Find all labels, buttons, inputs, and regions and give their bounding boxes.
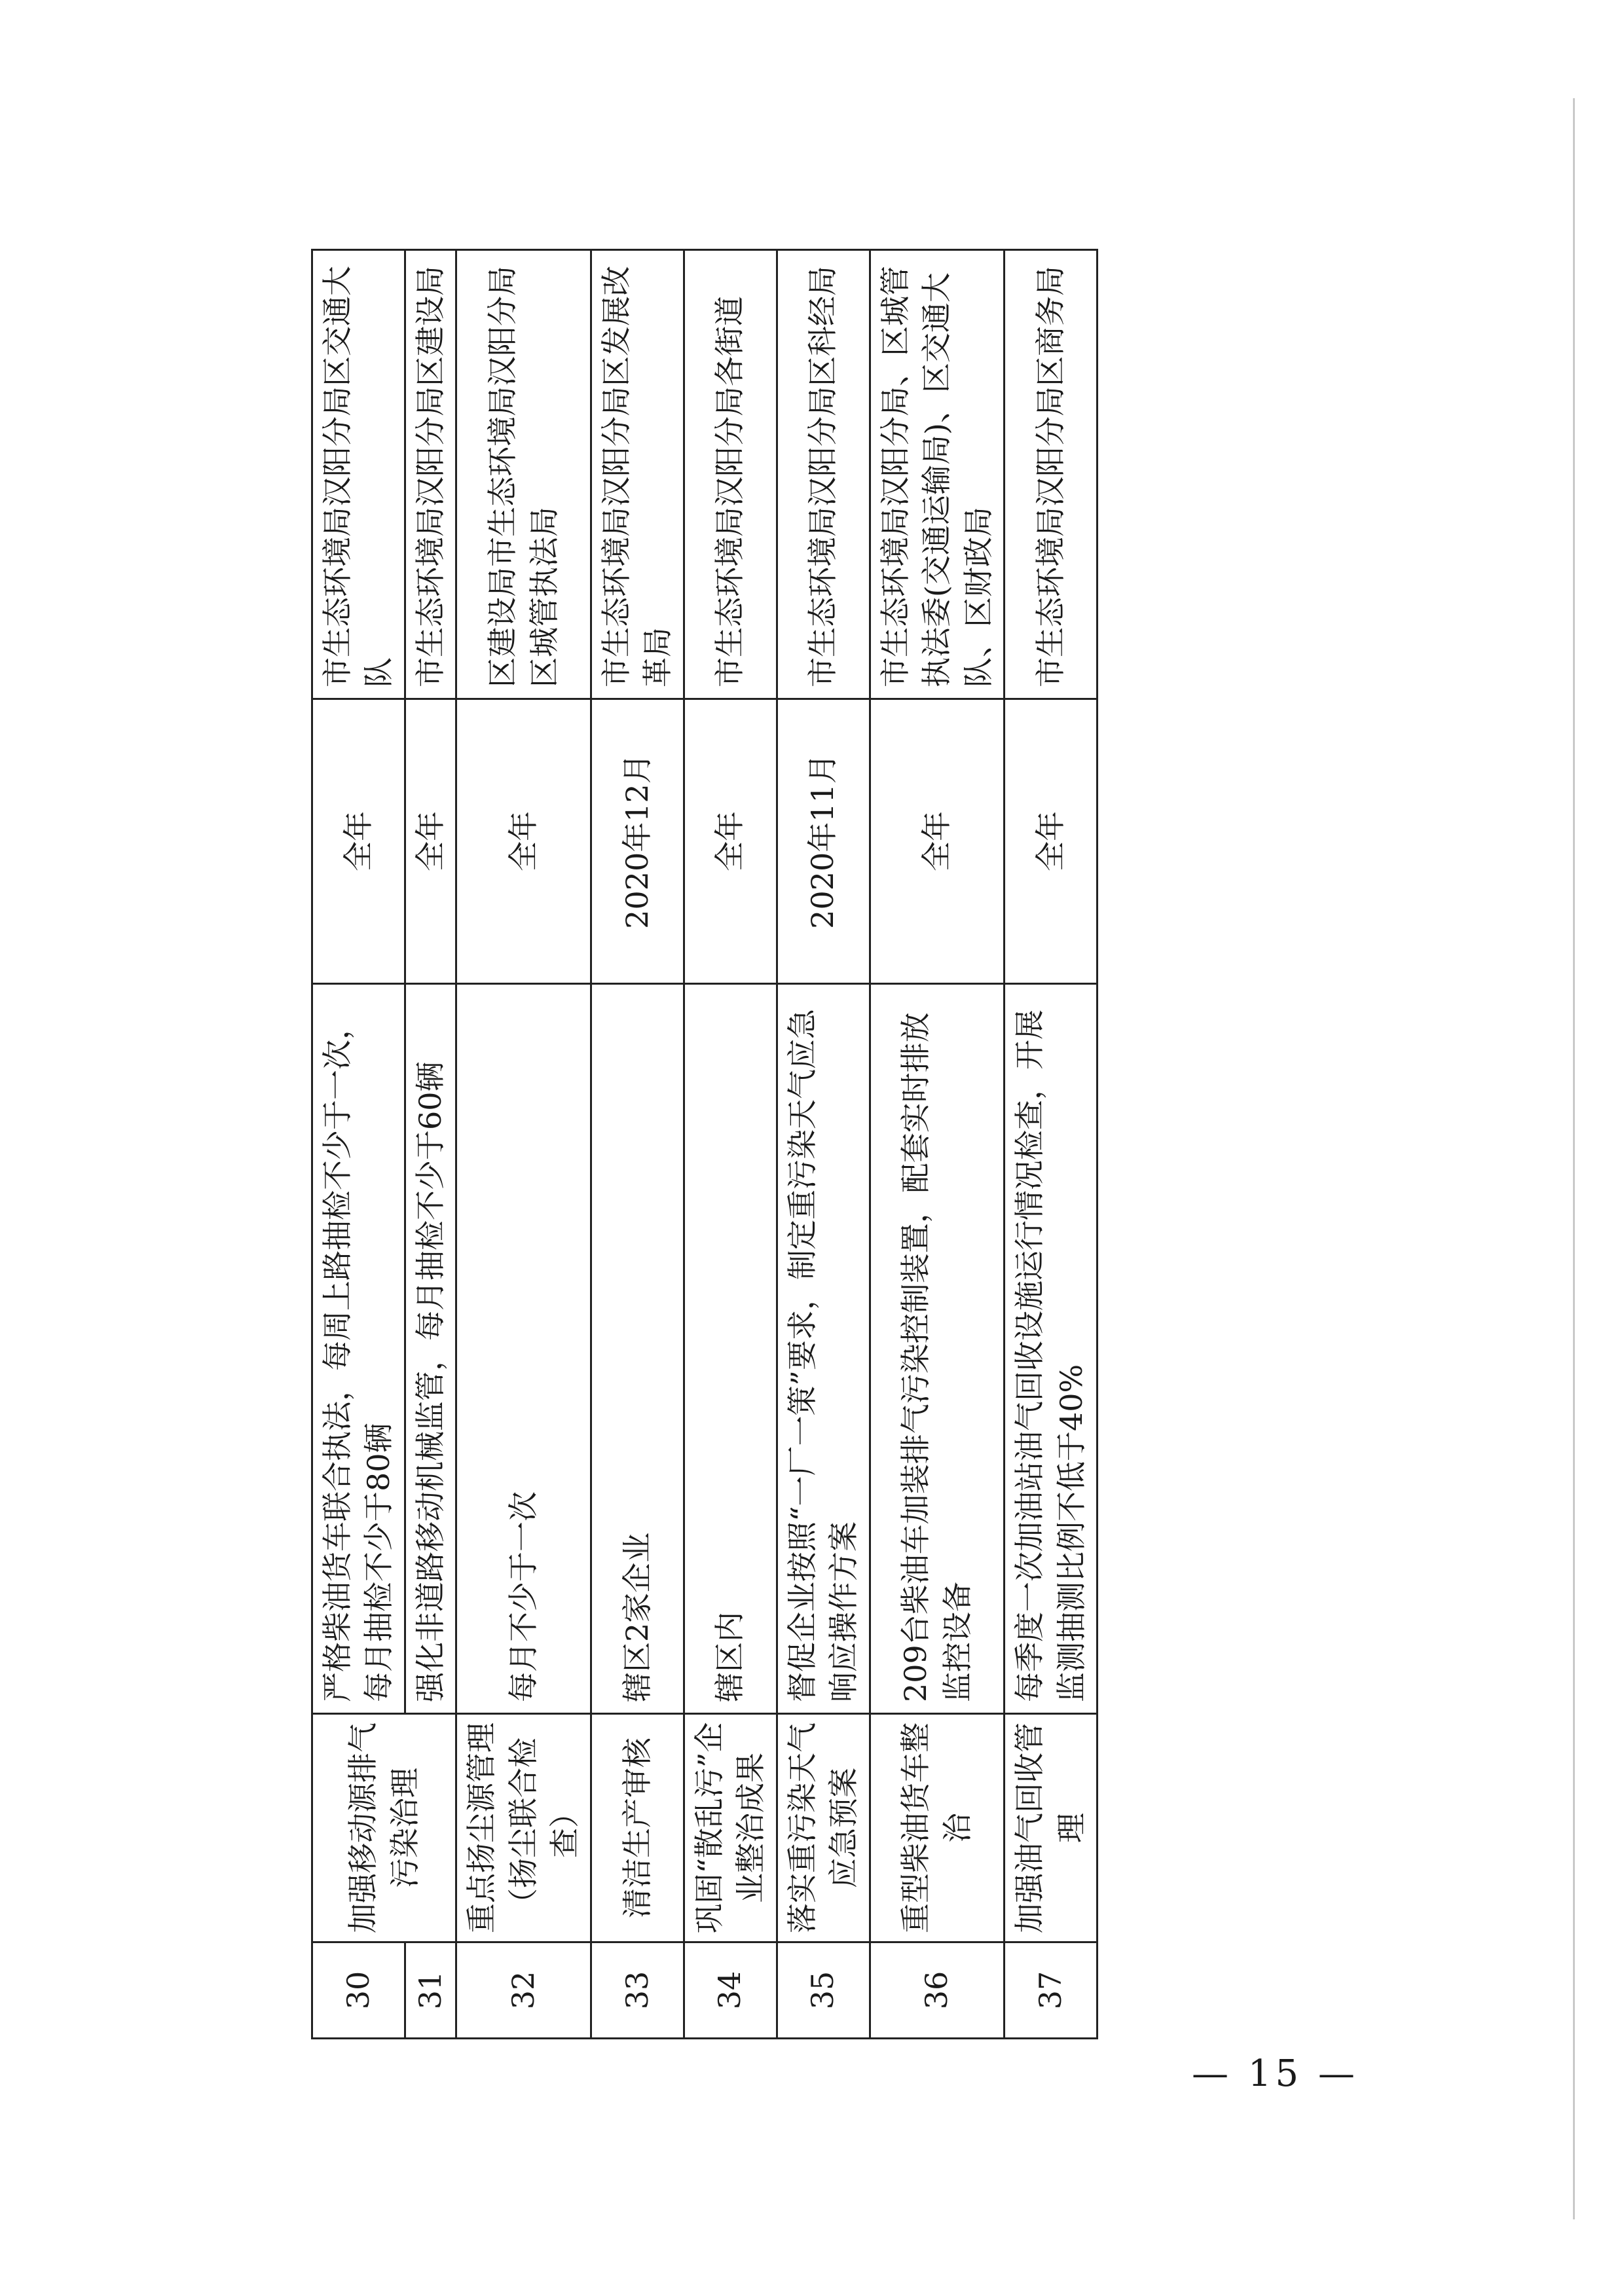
responsible-department: 市生态环境局汉阳分局区商务局 <box>1005 250 1098 699</box>
task-description: 强化非道路移动机械监管，每月抽检不少于60辆 <box>405 984 456 1714</box>
page-number: — 15 — <box>1192 2052 1359 2095</box>
responsible-department: 市生态环境局汉阳分局区建设局 <box>405 250 456 699</box>
responsible-department: 区建设局市生态环境局汉阳分局区城管执法局 <box>456 250 591 699</box>
scan-edge <box>1573 98 1575 2219</box>
responsible-department: 市生态环境局汉阳分局区交通大队 <box>312 250 405 699</box>
deadline: 全年 <box>684 699 777 984</box>
deadline: 2020年11月 <box>777 699 870 984</box>
table-row <box>591 250 684 2039</box>
task-name: 重型柴油货车整治 <box>870 1714 1004 1942</box>
deadline: 全年 <box>456 699 591 984</box>
task-name: 加强油气回收管理 <box>1005 1714 1098 1942</box>
table-row <box>1005 250 1098 2039</box>
responsible-department: 市生态环境局汉阳分局区发展改革局 <box>591 250 684 699</box>
table-row <box>684 250 777 2039</box>
task-description: 辖区2家企业 <box>591 984 684 1714</box>
row-number: 30 <box>312 1942 405 2039</box>
task-description: 每季度一次加油站油气回收设施运行情况检查，开展监测抽测比例不低于40% <box>1005 984 1098 1714</box>
row-number: 36 <box>870 1942 1004 2039</box>
deadline: 全年 <box>312 699 405 984</box>
task-description: 严格柴油货车联合执法，每周上路抽检不少于一次，每月抽检不少于80辆 <box>312 984 405 1714</box>
deadline: 全年 <box>405 699 456 984</box>
task-name: 落实重污染天气应急预案 <box>777 1714 870 1942</box>
row-number: 34 <box>684 1942 777 2039</box>
task-description: 督促企业按照“一厂一策”要求，制定重污染天气应急响应操作方案 <box>777 984 870 1714</box>
responsible-department: 市生态环境局汉阳分局、区城管执法委(交通运输局)、区交通大队、区财政局 <box>870 250 1004 699</box>
table-row <box>456 250 591 2039</box>
task-description: 辖区内 <box>684 984 777 1714</box>
deadline: 2020年12月 <box>591 699 684 984</box>
row-number: 35 <box>777 1942 870 2039</box>
rotated-table-wrapper <box>311 249 1089 2039</box>
row-number: 32 <box>456 1942 591 2039</box>
task-name: 清洁生产审核 <box>591 1714 684 1942</box>
task-description: 每月不少于一次 <box>456 984 591 1714</box>
responsible-department: 市生态环境局汉阳分局区科经局 <box>777 250 870 699</box>
task-name: 重点扬尘源管理（扬尘联合检查） <box>456 1714 591 1942</box>
task-name: 加强移动源排气污染治理 <box>312 1714 456 1942</box>
row-number: 37 <box>1005 1942 1098 2039</box>
deadline: 全年 <box>1005 699 1098 984</box>
task-table <box>311 249 1098 2039</box>
table-row <box>312 250 405 2039</box>
row-number: 31 <box>405 1942 456 2039</box>
task-name: 巩固“散乱污”企业整治成果 <box>684 1714 777 1942</box>
responsible-department: 市生态环境局汉阳分局各街道 <box>684 250 777 699</box>
row-number: 33 <box>591 1942 684 2039</box>
table-row <box>870 250 1004 2039</box>
deadline: 全年 <box>870 699 1004 984</box>
task-description: 209台柴油车加装排气污染控制装置，配套实时排放监控设备 <box>870 984 1004 1714</box>
table-row <box>777 250 870 2039</box>
